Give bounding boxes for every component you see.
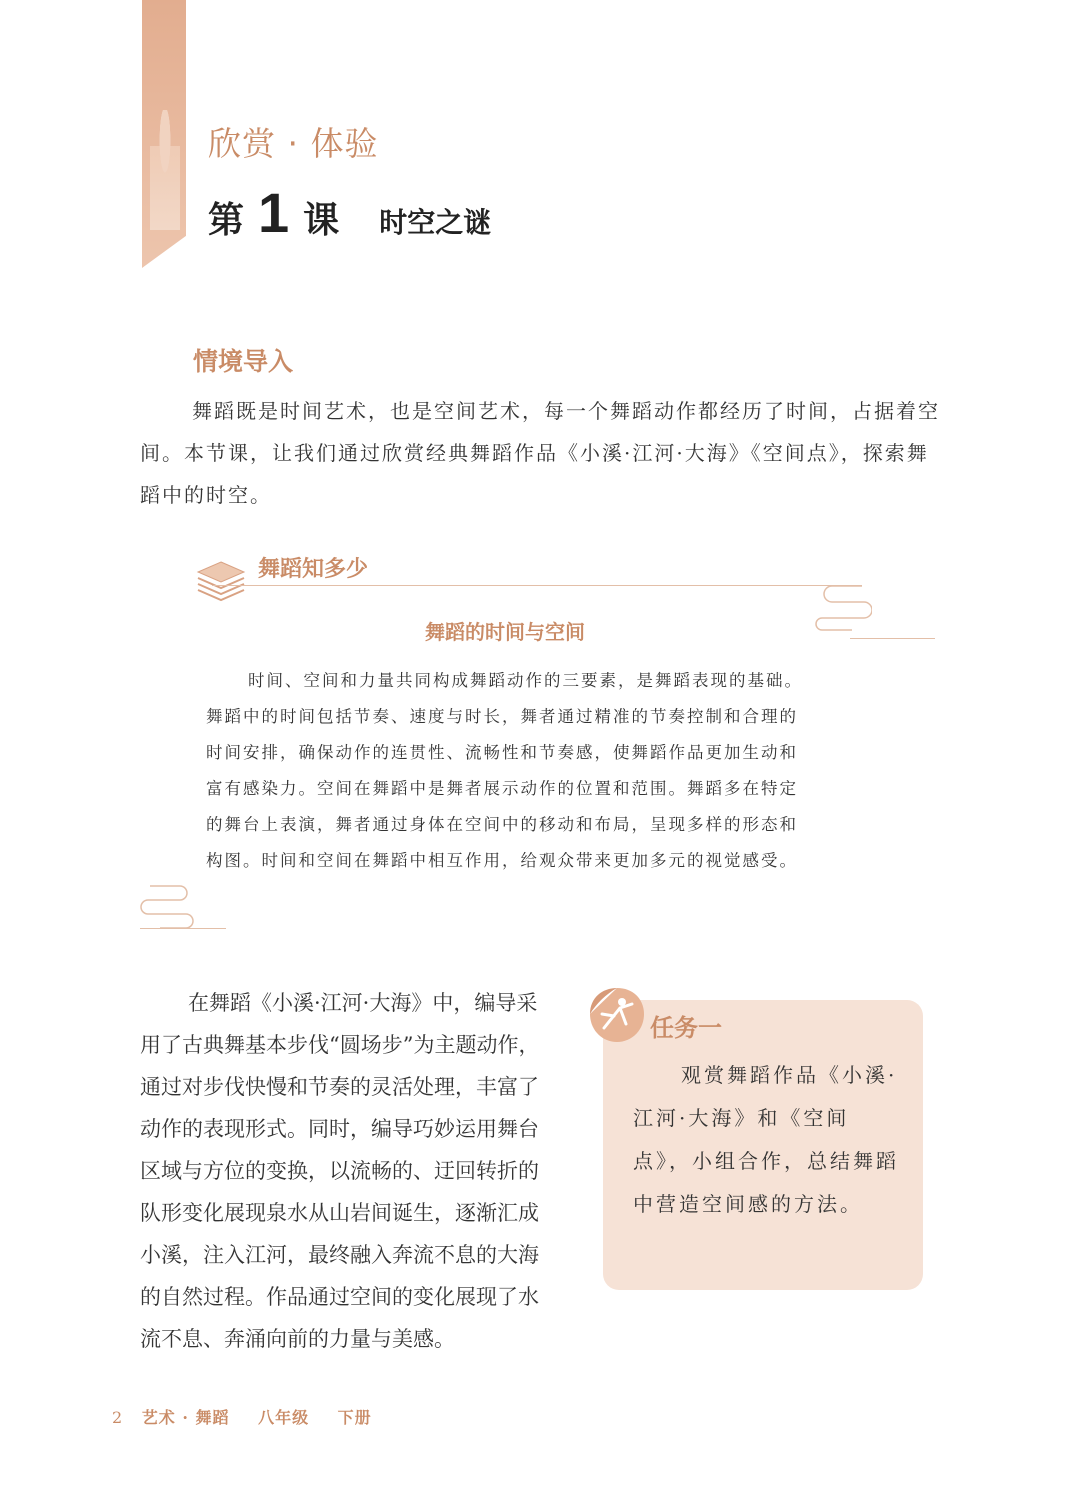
knowledge-title: 舞蹈的时间与空间 — [425, 620, 585, 644]
task-paragraph: 观赏舞蹈作品《小溪·江河·大海》和《空间点》，小组合作，总结舞蹈中营造空间感的方法。 — [633, 1063, 899, 1216]
divider-line-bottom — [140, 928, 226, 929]
body-text: 在舞蹈《小溪·江河·大海》中，编导采用了古典舞基本步伐“圆场步”为主题动作，通过对步伐快慢和节奏的灵活处理，丰富了动作的表现形式。同时，编导巧妙运用舞台区域与方位的变换，以流畅的、迂回转折的队形变化展现泉水从山岩间诞生，逐渐汇成小溪，注入江河，最终融入奔流不息的大海的自然过程。作品通过空间的变化展现了水流不息、奔涌向前的力量与美感。 — [140, 991, 540, 1351]
divider-line — [212, 585, 862, 586]
knowledge-paragraph: 时间、空间和力量共同构成舞蹈动作的三要素，是舞蹈表现的基础。舞蹈中的时间包括节奏、速度与时长，舞者通过精准的节奏控制和合理的时间安排，确保动作的连贯性、流畅性和节奏感，使舞蹈作品更加生动和富有感染力。空间在舞蹈中是舞者展示动作的位置和范围。舞蹈多在特定的舞台上表演，舞者通过身体在空间中的移动和布局，呈现多样的形态和构图。时间和空间在舞蹈中相互作用，给观众带来更加多元的视觉感受。 — [206, 671, 803, 870]
task-float-spacer — [548, 982, 920, 1292]
book-stack-icon — [194, 558, 248, 604]
page-number: 2 — [112, 1408, 124, 1427]
knowledge-heading: 舞蹈知多少 — [258, 557, 369, 582]
intro-paragraph: 舞蹈既是时间艺术，也是空间艺术，每一个舞蹈动作都经历了时间，占据着空间。本节课，让我们通过欣赏经典舞蹈作品《小溪·江河·大海》《空间点》，探索舞蹈中的时空。 — [140, 399, 940, 507]
intro-heading: 情境导入 — [193, 347, 294, 376]
page-footer — [112, 1405, 372, 1428]
grade-label: 八年级 — [258, 1408, 310, 1427]
lesson-prefix: 第 — [208, 200, 245, 241]
cloud-ornament-left — [140, 884, 200, 930]
lesson-suffix: 课 — [303, 200, 340, 241]
lesson-number: 1 — [258, 181, 290, 244]
section-label: 欣赏 · 体验 — [208, 124, 379, 163]
lesson-name: 时空之谜 — [379, 206, 492, 239]
dancer-image — [150, 110, 180, 230]
body-paragraph — [140, 982, 920, 1360]
lesson-title — [208, 180, 491, 245]
task-title: 任务一 — [650, 1014, 722, 1042]
volume-label: 下册 — [337, 1408, 372, 1427]
book-title: 艺术 · 舞蹈 — [141, 1408, 230, 1427]
